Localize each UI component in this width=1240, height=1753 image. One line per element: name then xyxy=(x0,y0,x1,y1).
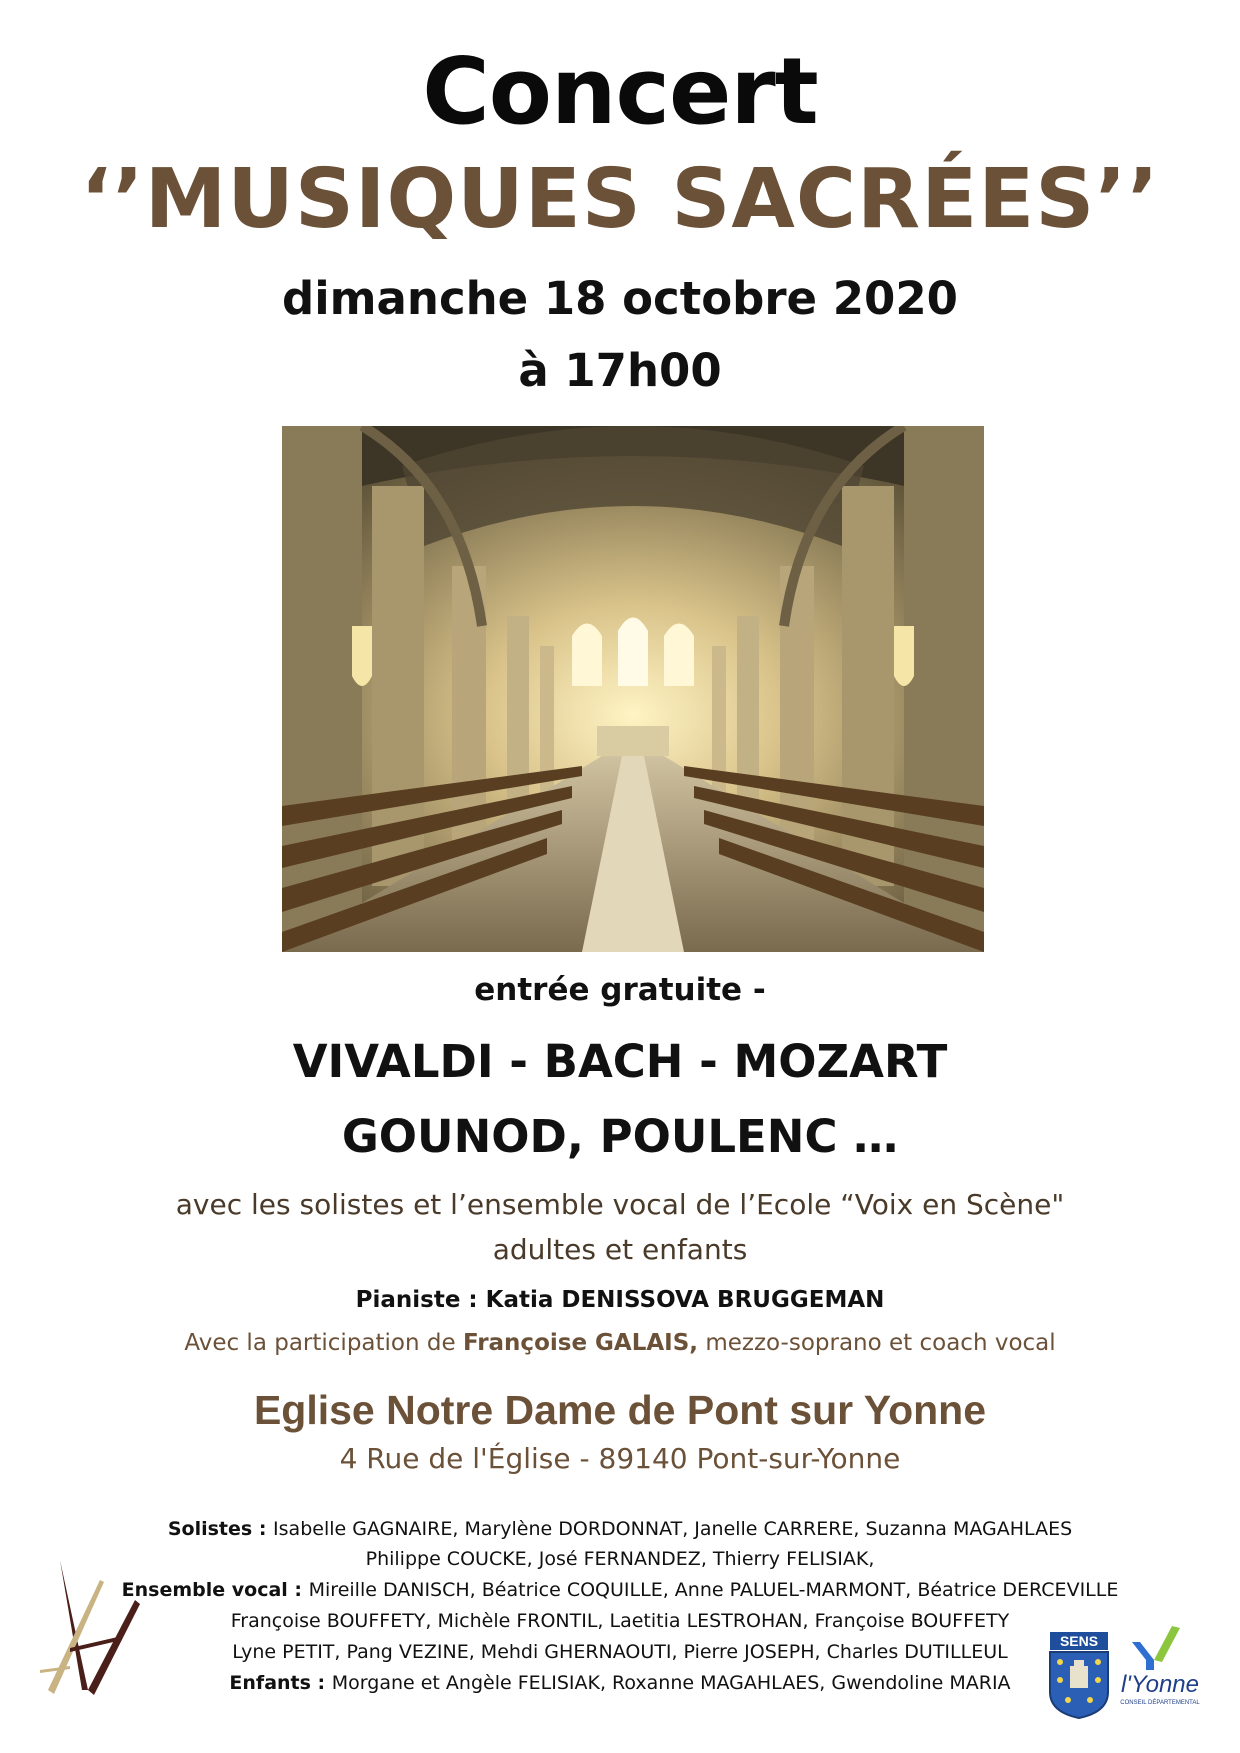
yonne-label: l'Yonne xyxy=(1121,1671,1199,1698)
participation-name: Françoise GALAIS, xyxy=(462,1330,699,1356)
yonne-department-logo-icon xyxy=(1110,1620,1210,1710)
soloists-label: Solistes : xyxy=(167,1518,274,1540)
ensemble-line-1 xyxy=(0,1579,1240,1601)
voix-en-scene-logo-icon xyxy=(40,1560,150,1700)
soloists-line-1 xyxy=(0,1518,1240,1540)
church-interior-photo xyxy=(282,426,984,952)
sens-city-crest-icon xyxy=(1048,1630,1110,1720)
ensemble-line-3: Lyne PETIT, Pang VEZINE, Mehdi GHERNAOUTI, Pierre JOSEPH, Charles DUTILLEUL xyxy=(232,1641,1008,1663)
venue-name: Eglise Notre Dame de Pont sur Yonne xyxy=(253,1387,987,1433)
venue-address: 4 Rue de l'Église - 89140 Pont-sur-Yonne xyxy=(339,1442,901,1475)
ensemble-names-1: Mireille DANISCH, Béatrice COQUILLE, Anne PALUEL-MARMONT, Béatrice DERCEVILLE xyxy=(308,1579,1119,1601)
participation-prefix: Avec la participation de xyxy=(184,1330,463,1356)
concert-heading: Concert xyxy=(422,38,818,145)
event-time: à 17h00 xyxy=(518,344,722,397)
soloists-names-1: Isabelle GAGNAIRE, Marylène DORDONNAT, Janelle CARRERE, Suzanna MAGAHLAES xyxy=(273,1518,1073,1540)
soloists-line-2: Philippe COUCKE, José FERNANDEZ, Thierry FELISIAK, xyxy=(365,1548,875,1570)
participation-suffix: mezzo-soprano et coach vocal xyxy=(698,1330,1056,1356)
yonne-subtitle: CONSEIL DÉPARTEMENTAL xyxy=(1120,1700,1200,1706)
participation-credit xyxy=(0,1330,1240,1356)
free-entry-note: entrée gratuite - xyxy=(474,972,766,1008)
poster-title: ‘’MUSIQUES SACRÉES’’ xyxy=(80,152,1160,247)
performers-description: avec les solistes et l’ensemble vocal de l’Ecole “Voix en Scène" xyxy=(175,1188,1065,1221)
audience-note: adultes et enfants xyxy=(492,1233,748,1266)
sens-label: SENS xyxy=(1059,1633,1099,1649)
ensemble-line-2: Françoise BOUFFETY, Michèle FRONTIL, Laetitia LESTROHAN, Françoise BOUFFETY xyxy=(230,1610,1010,1632)
composers-line-1: VIVALDI - BACH - MOZART xyxy=(292,1035,948,1088)
pianist-credit: Pianiste : Katia DENISSOVA BRUGGEMAN xyxy=(355,1287,885,1313)
ensemble-label: Ensemble vocal : xyxy=(121,1579,309,1601)
composers-line-2: GOUNOD, POULENC … xyxy=(341,1110,899,1163)
children-label: Enfants : xyxy=(229,1672,332,1694)
event-date: dimanche 18 octobre 2020 xyxy=(282,272,958,325)
children-names: Morgane et Angèle FELISIAK, Roxanne MAGAHLAES, Gwendoline MARIA xyxy=(331,1672,1011,1694)
